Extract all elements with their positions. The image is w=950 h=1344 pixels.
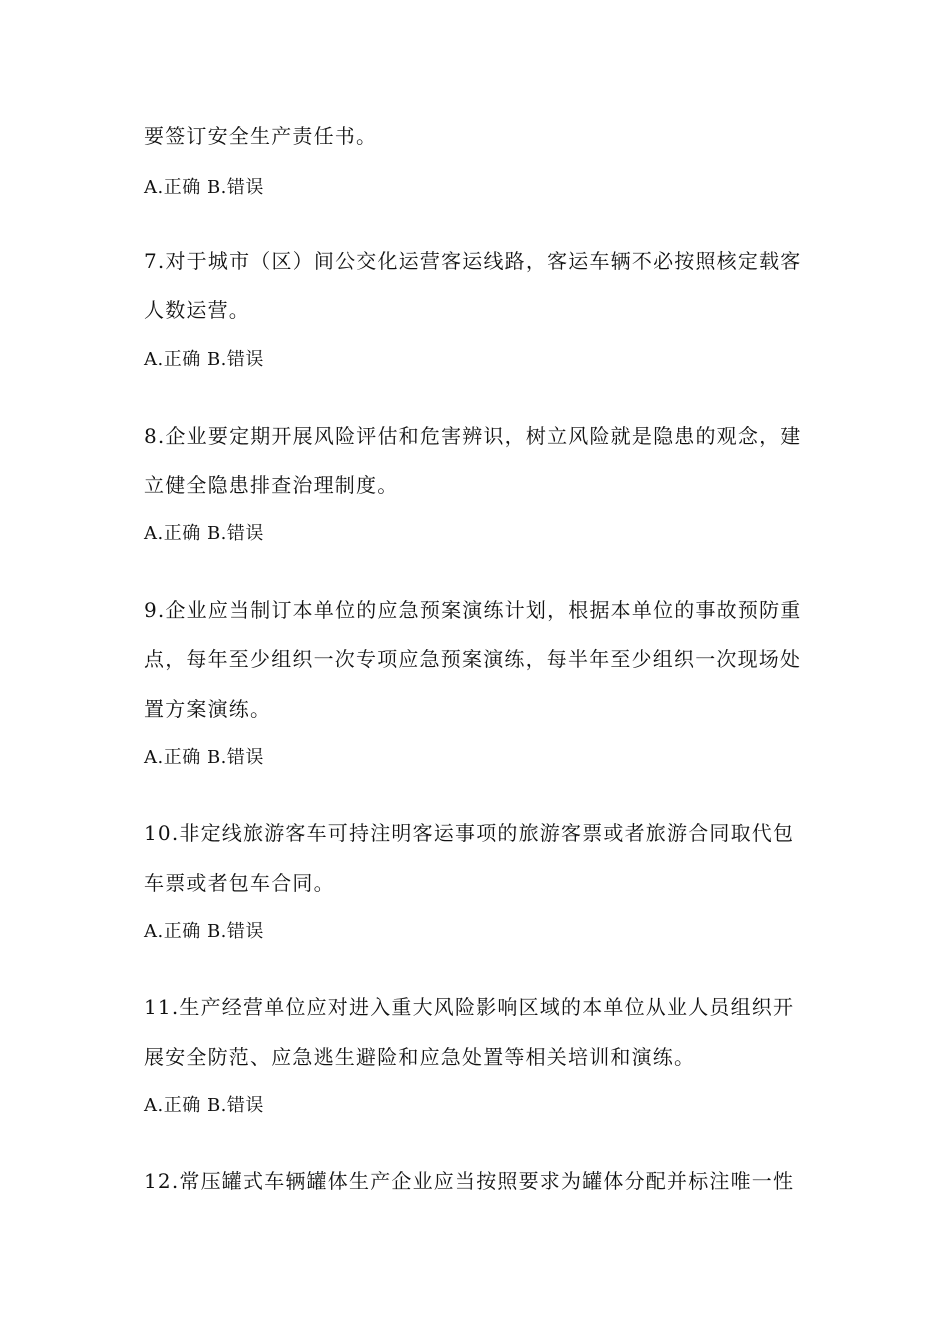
answer-options: A.正确 B.错误: [144, 747, 264, 768]
question-text: 点，每年至少组织一次专项应急预案演练，每半年至少组织一次现场处: [144, 647, 802, 671]
question-text: 8.企业要定期开展风险评估和危害辨识，树立风险就是隐患的观念，建: [144, 424, 802, 448]
text-line: 要签订安全生产责任书。: [144, 124, 378, 148]
answer-options: A.正确 B.错误: [144, 523, 264, 544]
question-text: 置方案演练。: [144, 697, 272, 721]
question-text: 展安全防范、应急逃生避险和应急处置等相关培训和演练。: [144, 1045, 696, 1069]
answer-options: A.正确 B.错误: [144, 1095, 264, 1116]
answer-options: A.正确 B.错误: [144, 349, 264, 370]
question-text: 人数运营。: [144, 298, 250, 322]
question-text: 10.非定线旅游客车可持注明客运事项的旅游客票或者旅游合同取代包: [144, 821, 795, 845]
question-text: 车票或者包车合同。: [144, 871, 335, 895]
question-text: 11.生产经营单位应对进入重大风险影响区域的本单位从业人员组织开: [144, 995, 795, 1019]
answer-options: A.正确 B.错误: [144, 177, 264, 198]
question-text: 立健全隐患排查治理制度。: [144, 473, 399, 497]
question-text: 12.常压罐式车辆罐体生产企业应当按照要求为罐体分配并标注唯一性: [144, 1169, 795, 1193]
question-text: 9.企业应当制订本单位的应急预案演练计划，根据本单位的事故预防重: [144, 598, 802, 622]
answer-options: A.正确 B.错误: [144, 921, 264, 942]
question-text: 7.对于城市（区）间公交化运营客运线路，客运车辆不必按照核定载客: [144, 249, 802, 273]
